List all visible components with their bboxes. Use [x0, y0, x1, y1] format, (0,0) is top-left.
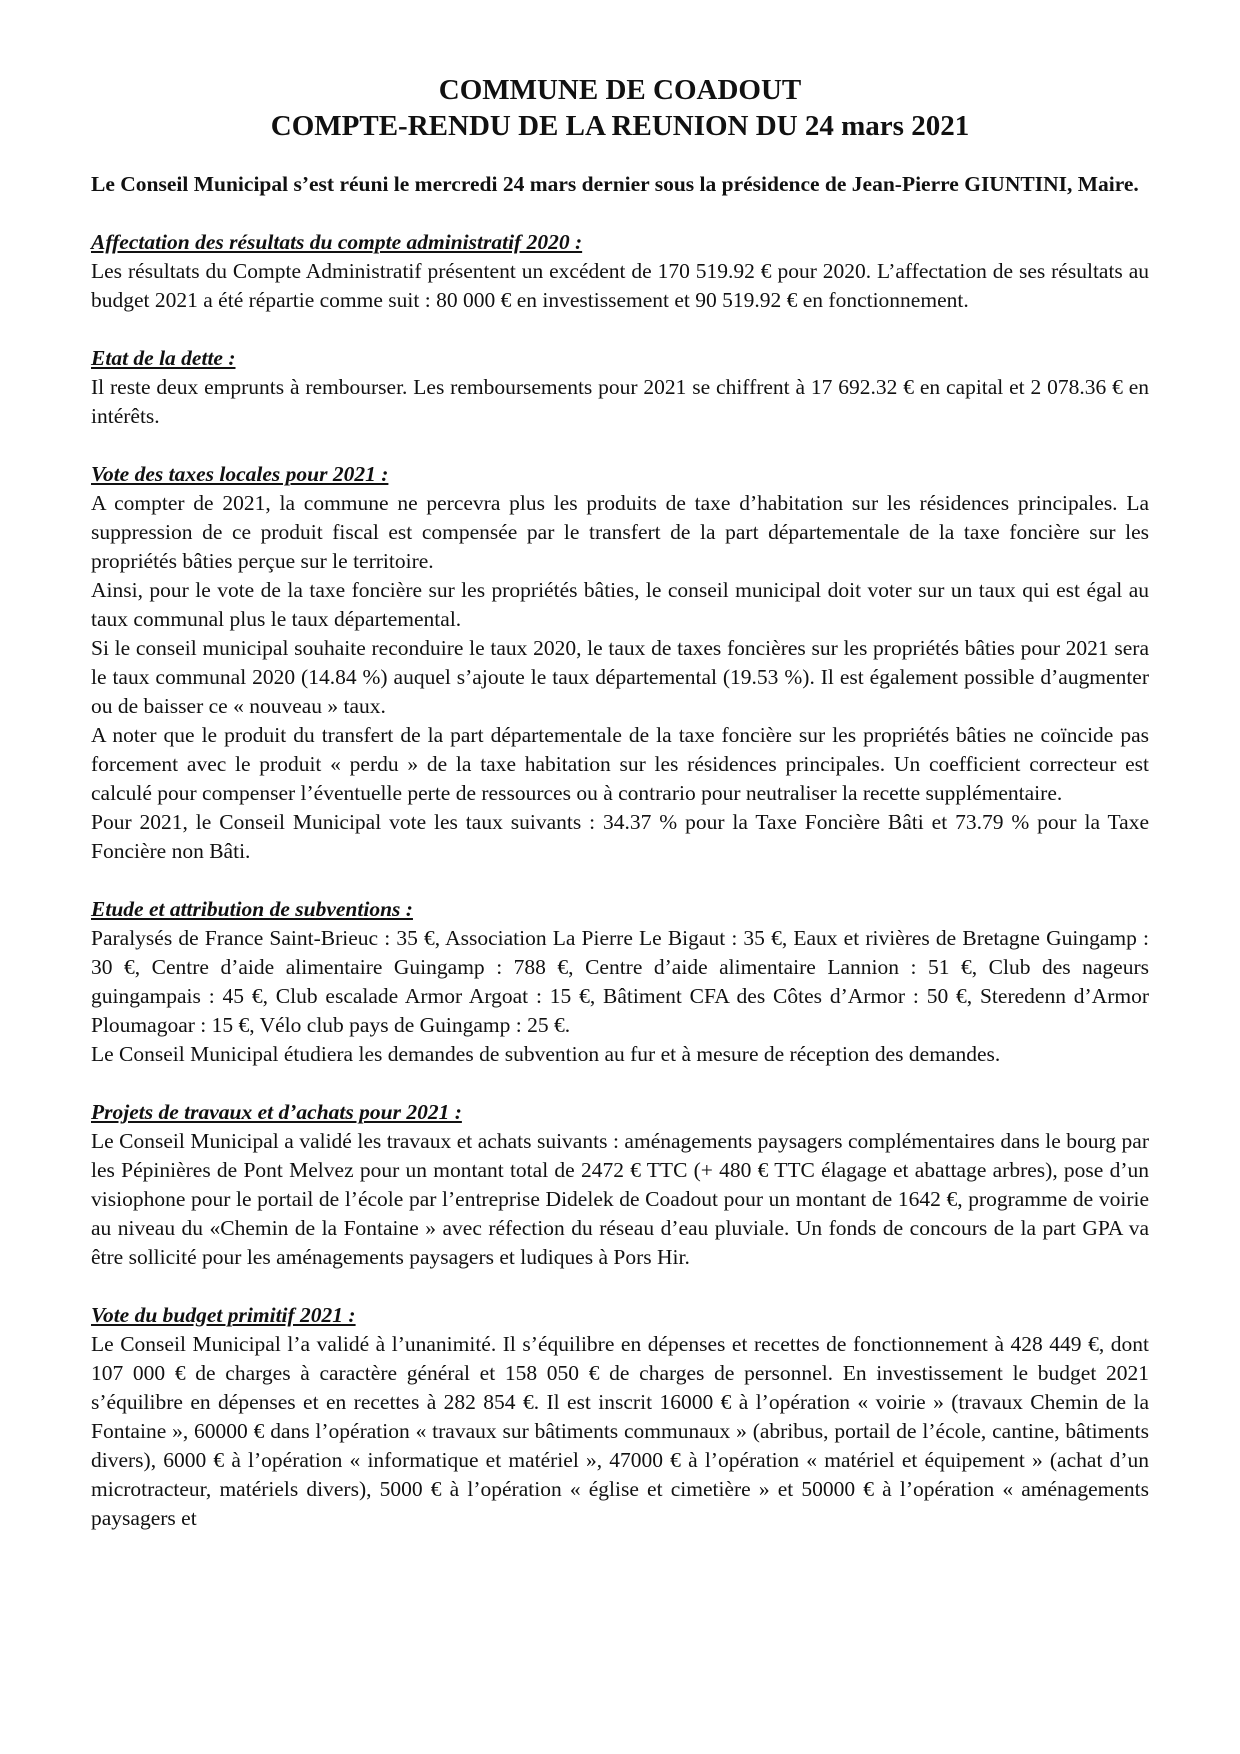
section-heading: Etat de la dette : [91, 346, 236, 370]
section-affectation [91, 228, 1149, 315]
section-paragraph: Le Conseil Municipal a validé les travaux et achats suivants : aménagements paysagers complémentaires dans le bourg par les Pépinières de Pont Melvez pour un montant total de 2472 € TTC (+ 480 € TTC élagage et abattage arbres), pose d’un visiophone pour le portail de l’école par l’entreprise Didelek de Coadout pour un montant de 1642 €, programme de voirie au niveau du «Chemin de la Fontaine » avec réfection du réseau d’eau pluviale. Un fonds de concours de la part GPA va être sollicité pour les aménagements paysagers et ludiques à Pors Hir. [91, 1129, 1149, 1269]
section-paragraph: Paralysés de France Saint-Brieuc : 35 €, Association La Pierre Le Bigaut : 35 €, Eaux et rivières de Bretagne Guingamp : 30 €, Centre d’aide alimentaire Guingamp : 788 €, Centre d’aide alimentaire Lannion : 51 €, Club des nageurs guingampais : 45 €, Club escalade Armor Argoat : 15 €, Bâtiment CFA des Côtes d’Armor : 50 €, Steredenn d’Armor Ploumagoar : 15 €, Vélo club pays de Guingamp : 25 €. [91, 926, 1149, 1037]
section-taxes [91, 460, 1149, 866]
section-heading: Affectation des résultats du compte administratif 2020 : [91, 230, 583, 254]
section-heading: Vote du budget primitif 2021 : [91, 1303, 356, 1327]
section-heading: Vote des taxes locales pour 2021 : [91, 462, 389, 486]
title-line-2: COMPTE-RENDU DE LA REUNION DU 24 mars 2021 [270, 110, 970, 142]
section-paragraph: Les résultats du Compte Administratif présentent un excédent de 170 519.92 € pour 2020. L’affectation de ses résultats au budget 2021 a été répartie comme suit : 80 000 € en investissement et 90 519.92 € en fonctionnement. [91, 259, 1149, 312]
section-paragraph: Le Conseil Municipal étudiera les demandes de subvention au fur et à mesure de réception des demandes. [91, 1042, 1001, 1066]
section-paragraph: Ainsi, pour le vote de la taxe foncière sur les propriétés bâties, le conseil municipal doit voter sur un taux qui est égal au taux communal plus le taux départemental. [91, 578, 1149, 631]
section-heading: Projets de travaux et d’achats pour 2021 : [91, 1100, 462, 1124]
section-paragraph: A noter que le produit du transfert de la part départementale de la taxe foncière sur les propriétés bâties ne coïncide pas forcement avec le produit « perdu » de la taxe habitation sur les résidences principales. Un coefficient correcteur est calculé pour compenser l’éventuelle perte de ressources ou à contrario pour neutraliser la recette supplémentaire. [91, 723, 1149, 805]
section-heading: Etude et attribution de subventions : [91, 897, 413, 921]
section-paragraph: Il reste deux emprunts à rembourser. Les remboursements pour 2021 se chiffrent à 17 692.32 € en capital et 2 078.36 € en intérêts. [91, 375, 1149, 428]
intro-paragraph: Le Conseil Municipal s’est réuni le mercredi 24 mars dernier sous la présidence de Jean-Pierre GIUNTINI, Maire. [91, 172, 1139, 196]
section-dette [91, 344, 1149, 431]
section-travaux [91, 1098, 1149, 1272]
section-paragraph: A compter de 2021, la commune ne percevra plus les produits de taxe d’habitation sur les résidences principales. La suppression de ce produit fiscal est compensée par le transfert de la part départementale de la taxe foncière sur les propriétés bâties perçue sur le territoire. [91, 491, 1149, 573]
section-paragraph: Le Conseil Municipal l’a validé à l’unanimité. Il s’équilibre en dépenses et recettes de fonctionnement à 428 449 €, dont 107 000 € de charges à caractère général et 158 050 € de charges de personnel. En investissement le budget 2021 s’équilibre en dépenses et en recettes à 282 854 €. Il est inscrit 16000 € à l’opération « voirie » (travaux Chemin de la Fontaine », 60000 € dans l’opération « travaux sur bâtiments communaux » (abribus, portail de l’école, cantine, bâtiments divers), 6000 € à l’opération « informatique et matériel », 47000 € à l’opération « matériel et équipement » (achat d’un microtracteur, matériels divers), 5000 € à l’opération « église et cimetière » et 50000 € à l’opération « aménagements paysagers et [91, 1332, 1149, 1530]
section-paragraph: Si le conseil municipal souhaite reconduire le taux 2020, le taux de taxes foncières sur les propriétés bâties pour 2021 sera le taux communal 2020 (14.84 %) auquel s’ajoute le taux départemental (19.53 %). Il est également possible d’augmenter ou de baisser ce « nouveau » taux. [91, 636, 1149, 718]
section-budget [91, 1301, 1149, 1533]
section-subventions [91, 895, 1149, 1069]
document-title [91, 72, 1149, 144]
title-line-1: COMMUNE DE COADOUT [438, 74, 802, 106]
section-paragraph: Pour 2021, le Conseil Municipal vote les taux suivants : 34.37 % pour la Taxe Foncière Bâti et 73.79 % pour la Taxe Foncière non Bâti. [91, 810, 1149, 863]
